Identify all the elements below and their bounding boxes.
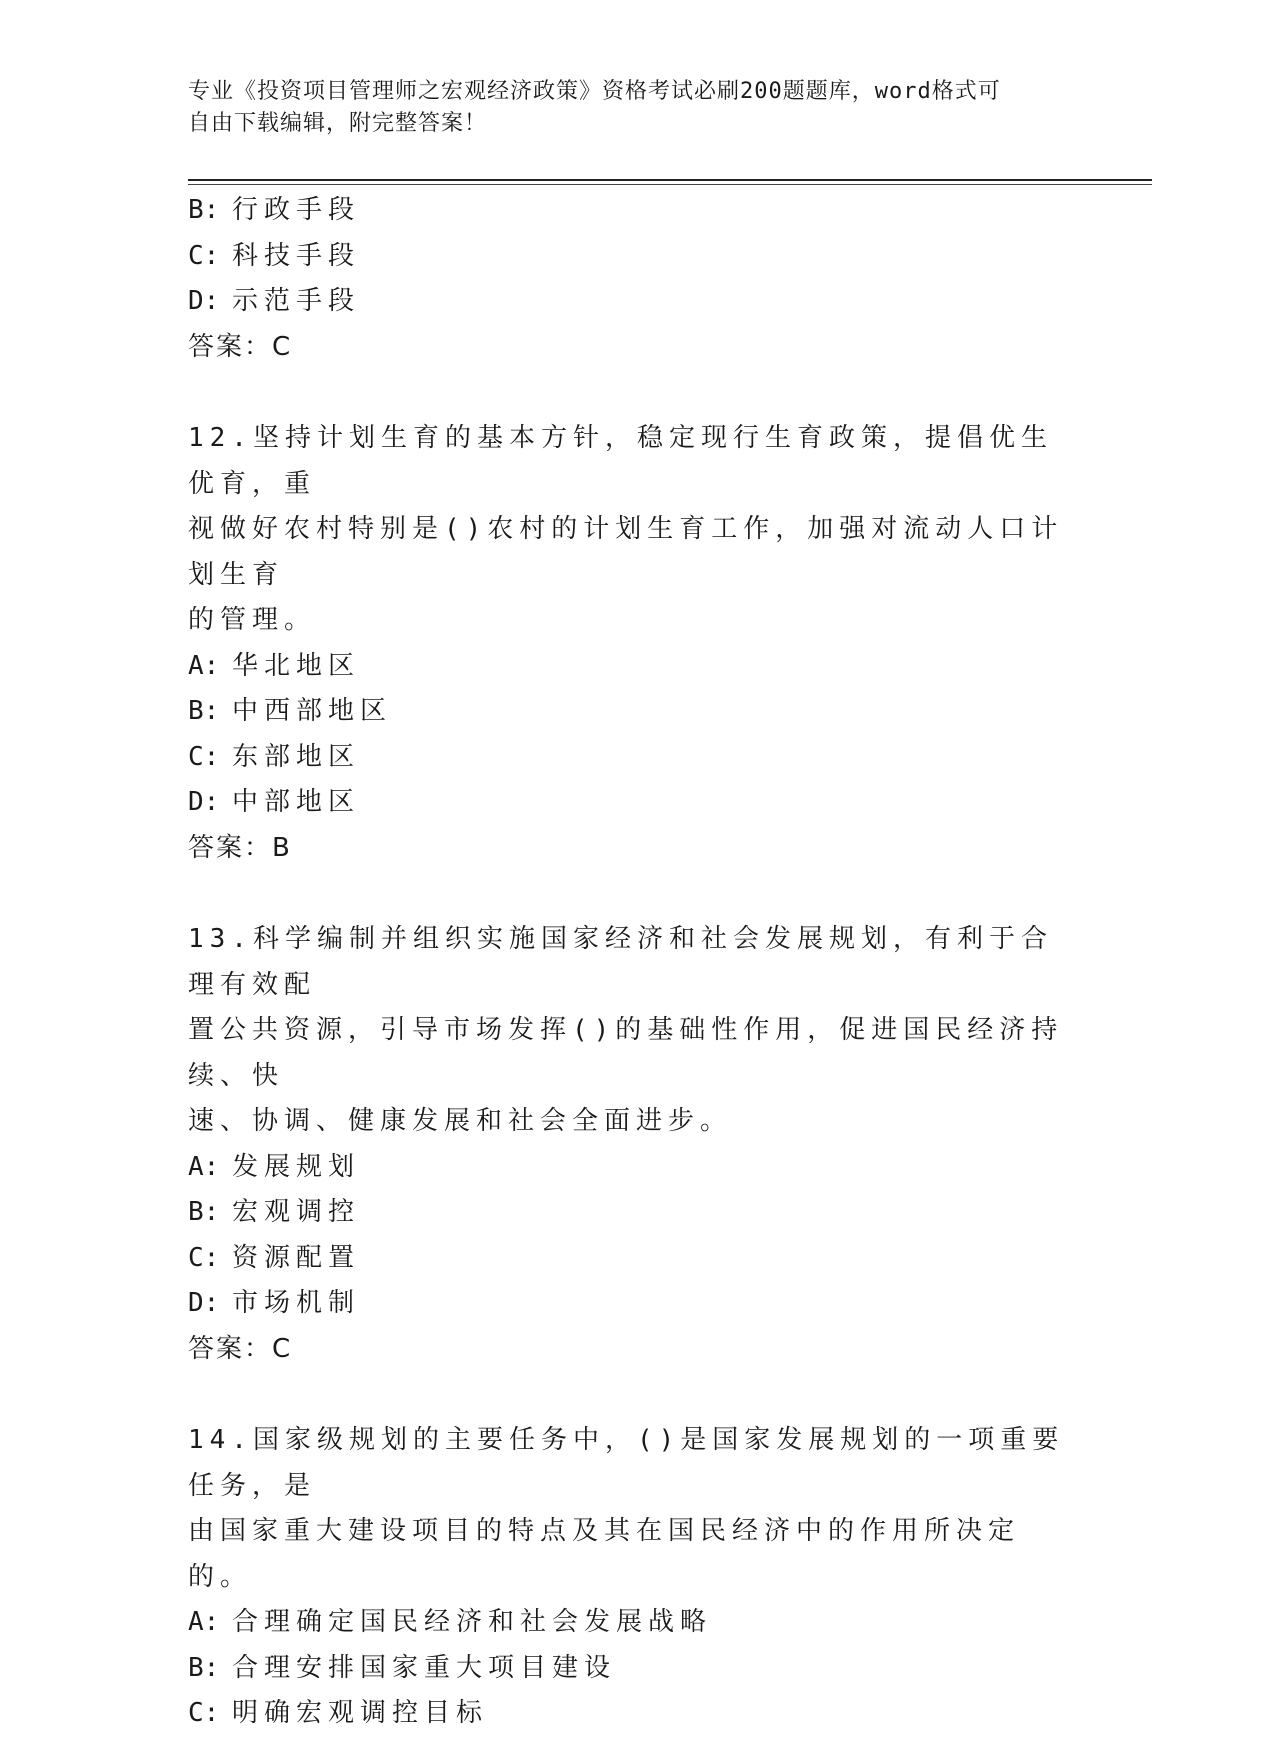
question-line: 12.坚持计划生育的基本方针，稳定现行生育政策，提倡优生优育，重 [188, 423, 1053, 499]
header-divider-thick [188, 179, 1152, 181]
question-line: 14.国家级规划的主要任务中，()是国家发展规划的一项重要任务，是 [188, 1425, 1065, 1501]
option-a [188, 1145, 1088, 1191]
question-line: 由国家重大建设项目的特点及其在国民经济中的作用所决定的。 [188, 1516, 1021, 1592]
option-b [188, 689, 1088, 735]
option-b [188, 1646, 1088, 1692]
option-key: A: [188, 650, 220, 681]
question-text [188, 917, 1068, 1145]
option-text: 华北地区 [232, 650, 361, 681]
question-13 [188, 917, 1088, 1372]
option-key: B: [188, 696, 220, 726]
option-text: 东部地区 [232, 741, 361, 772]
option-key: B: [188, 1652, 220, 1683]
option-key: B: [188, 195, 220, 225]
option-key: A: [188, 1607, 220, 1637]
option-text: 中部地区 [232, 787, 361, 817]
option-key: A: [188, 1151, 220, 1182]
option-text: 示范手段 [232, 286, 361, 316]
answer: 答案：C [188, 331, 293, 362]
option-c [188, 234, 1088, 280]
option-c [188, 735, 1088, 781]
option-d [188, 780, 1088, 826]
option-text: 市场机制 [232, 1288, 361, 1318]
question-line: 速、协调、健康发展和社会全面进步。 [188, 1106, 733, 1136]
option-text: 合理安排国家重大项目建设 [232, 1652, 617, 1683]
question-11 [188, 188, 1088, 370]
option-text: 科技手段 [232, 240, 361, 271]
option-key: B: [188, 1197, 220, 1227]
header-line-1: 专业《投资项目管理师之宏观经济政策》资格考试必刷200题题库，word格式可 [188, 79, 1001, 104]
answer: 答案：C [188, 1333, 293, 1364]
header-line-2: 自由下载编辑，附完整答案！ [188, 111, 488, 136]
question-line: 的管理。 [188, 605, 317, 635]
option-text: 行政手段 [232, 195, 361, 225]
document-body [188, 188, 1088, 1737]
option-d [188, 279, 1088, 325]
option-text: 明确宏观调控目标 [232, 1698, 489, 1728]
option-key: C: [188, 1242, 220, 1273]
answer: 答案：B [188, 832, 292, 863]
option-c [188, 1691, 1088, 1737]
option-b [188, 1190, 1088, 1236]
option-a [188, 1600, 1088, 1646]
option-text: 发展规划 [232, 1151, 361, 1182]
option-text: 宏观调控 [232, 1197, 361, 1227]
option-d [188, 1281, 1088, 1327]
option-text: 中西部地区 [232, 696, 393, 726]
header-divider-thin [188, 184, 1152, 185]
option-key: D: [188, 787, 220, 817]
option-key: D: [188, 1288, 220, 1318]
option-key: C: [188, 1698, 220, 1728]
question-line: 置公共资源，引导市场发挥()的基础性作用，促进国民经济持续、快 [188, 1015, 1064, 1091]
document-header [188, 76, 1088, 140]
question-text [188, 1418, 1068, 1600]
option-c [188, 1236, 1088, 1282]
option-key: C: [188, 240, 220, 271]
question-text [188, 416, 1068, 644]
question-12 [188, 416, 1088, 871]
option-a [188, 644, 1088, 690]
question-line: 视做好农村特别是()农村的计划生育工作，加强对流动人口计划生育 [188, 514, 1064, 590]
option-text: 资源配置 [232, 1242, 361, 1273]
question-14 [188, 1418, 1088, 1737]
question-line: 13.科学编制并组织实施国家经济和社会发展规划，有利于合理有效配 [188, 924, 1053, 1000]
option-key: D: [188, 286, 220, 316]
option-b [188, 188, 1088, 234]
option-text: 合理确定国民经济和社会发展战略 [232, 1607, 713, 1637]
option-key: C: [188, 741, 220, 772]
